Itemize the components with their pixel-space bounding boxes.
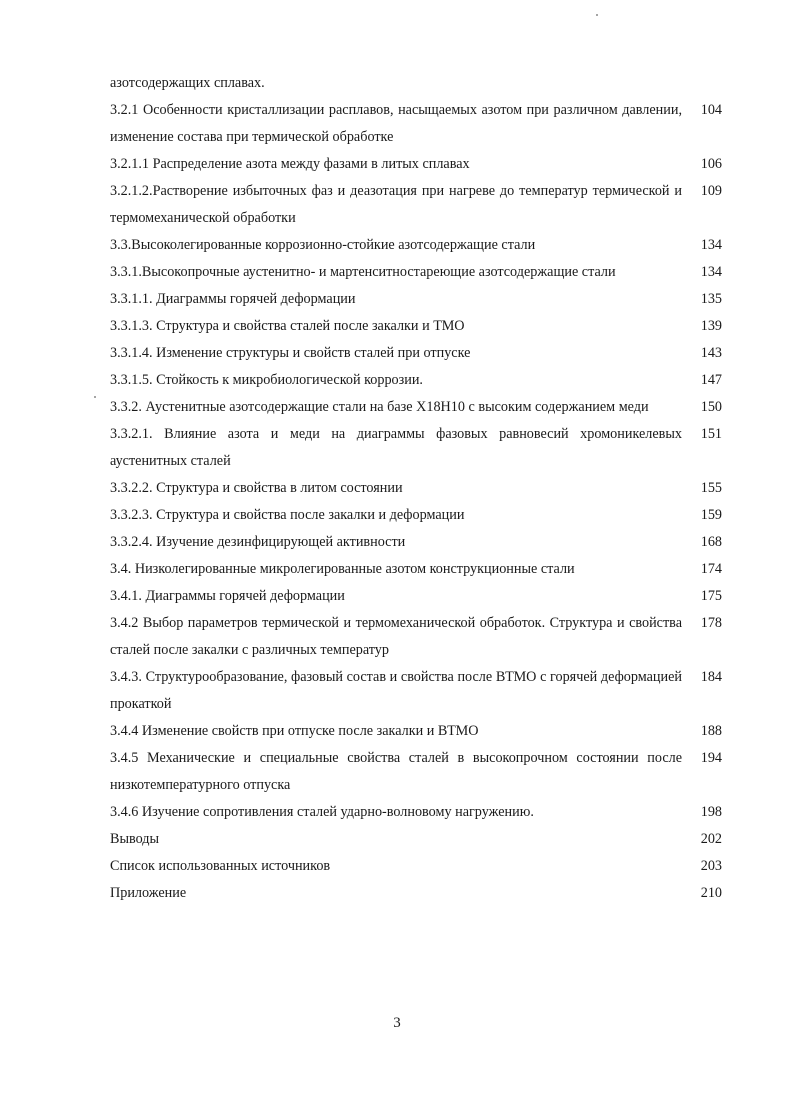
toc-entry-title: 3.3.Высоколегированные коррозионно-стойкие азотсодержащие стали: [110, 237, 536, 253]
toc-entry: [110, 421, 722, 475]
toc-entry-page: 104: [700, 102, 722, 118]
toc-entry-title: 3.2.1.2.Растворение избыточных фаз и деазотация при нагреве до температур термической и термомеханической обработки: [110, 183, 682, 226]
toc-entry-title: 3.3.1.1. Диаграммы горячей деформации: [110, 291, 356, 307]
toc-entry-title: 3.4.1. Диаграммы горячей деформации: [110, 588, 345, 604]
toc-entry: [110, 529, 722, 556]
toc-entry-title: 3.4. Низколегированные микролегированные азотом конструкционные стали: [110, 561, 575, 577]
toc-entry-page: 178: [700, 615, 722, 631]
toc-entry-title: 3.3.2.4. Изучение дезинфицирующей активности: [110, 534, 406, 550]
toc-entry-page: 134: [700, 237, 722, 253]
toc-entry: [110, 97, 722, 151]
toc-entry-page: 139: [700, 318, 722, 334]
toc-entry: [110, 799, 722, 826]
toc-entry: [110, 259, 722, 286]
toc-entry-page: 194: [700, 750, 722, 766]
toc-entry-page: 155: [700, 480, 722, 496]
toc-entry-page: 184: [700, 669, 722, 685]
toc-entry: [110, 475, 722, 502]
toc-entry: [110, 880, 722, 907]
toc-entry-title: Список использованных источников: [110, 858, 331, 874]
toc-entry-title: 3.2.1 Особенности кристаллизации расплавов, насыщаемых азотом при различном давлении, изменение состава при термической обработке: [110, 102, 682, 145]
toc-entry-page: 188: [700, 723, 722, 739]
toc-entry: [110, 745, 722, 799]
toc-entry-page: 175: [700, 588, 722, 604]
toc-entry-title: 3.3.1.5. Стойкость к микробиологической коррозии.: [110, 372, 423, 388]
toc-entry-page: 143: [700, 345, 722, 361]
toc-entry: [110, 178, 722, 232]
toc-entry: [110, 826, 722, 853]
toc-entry: [110, 556, 722, 583]
toc-entry: [110, 70, 722, 97]
page-number: 3: [393, 1015, 401, 1031]
toc-entry: [110, 394, 722, 421]
toc-entry-title: 3.3.1.Высокопрочные аустенитно- и мартенситностареющие азотсодержащие стали: [110, 264, 616, 280]
toc-entry: [110, 367, 722, 394]
toc-entry-page: 210: [700, 885, 722, 901]
toc-entry-page: 151: [700, 426, 722, 442]
toc-entry: [110, 340, 722, 367]
toc-entry-title: 3.4.2 Выбор параметров термической и термомеханической обработок. Структура и свойства сталей после закалки с различных температур: [110, 615, 682, 658]
toc-entry: [110, 286, 722, 313]
toc-entry-page: 109: [700, 183, 722, 199]
toc-entry-title: 3.4.3. Структурообразование, фазовый состав и свойства после ВТМО с горячей деформацией прокаткой: [110, 669, 682, 712]
toc-entry: [110, 610, 722, 664]
toc-entry-page: 168: [700, 534, 722, 550]
toc-entry-title: азотсодержащих сплавах.: [110, 75, 265, 91]
toc-entry-title: 3.4.4 Изменение свойств при отпуске после закалки и ВТМО: [110, 723, 479, 739]
table-of-contents: [110, 70, 722, 907]
toc-entry: [110, 853, 722, 880]
toc-entry-title: 3.3.2. Аустенитные азотсодержащие стали на базе Х18Н10 с высоким содержанием меди: [110, 399, 649, 415]
toc-entry-page: 203: [700, 858, 722, 874]
toc-entry-title: Приложение: [110, 885, 187, 901]
toc-entry-page: 198: [700, 804, 722, 820]
toc-entry-title: Выводы: [110, 831, 160, 847]
toc-entry: [110, 718, 722, 745]
toc-entry: [110, 313, 722, 340]
scan-speck: [596, 14, 598, 16]
toc-entry-title: 3.4.6 Изучение сопротивления сталей ударно-волновому нагружению.: [110, 804, 534, 820]
toc-entry-page: 147: [700, 372, 722, 388]
toc-entry-title: 3.4.5 Механические и специальные свойства сталей в высокопрочном состоянии после низкотемпературного отпуска: [110, 750, 682, 793]
toc-entry: [110, 664, 722, 718]
toc-entry-page: 150: [700, 399, 722, 415]
toc-entry: [110, 151, 722, 178]
toc-entry: [110, 502, 722, 529]
toc-entry: [110, 232, 722, 259]
toc-entry-page: 134: [700, 264, 722, 280]
toc-entry-title: 3.3.2.3. Структура и свойства после закалки и деформации: [110, 507, 465, 523]
toc-entry-page: 174: [700, 561, 722, 577]
scan-speck: [94, 396, 96, 398]
toc-entry-title: 3.3.1.3. Структура и свойства сталей после закалки и ТМО: [110, 318, 465, 334]
toc-entry-title: 3.2.1.1 Распределение азота между фазами в литых сплавах: [110, 156, 470, 172]
toc-entry-title: 3.3.1.4. Изменение структуры и свойств сталей при отпуске: [110, 345, 471, 361]
toc-entry-page: 106: [700, 156, 722, 172]
toc-entry-page: 135: [700, 291, 722, 307]
toc-entry-page: 202: [700, 831, 722, 847]
toc-entry-title: 3.3.2.2. Структура и свойства в литом состоянии: [110, 480, 403, 496]
toc-entry-page: 159: [700, 507, 722, 523]
toc-entry-title: 3.3.2.1. Влияние азота и меди на диаграммы фазовых равновесий хромоникелевых аустенитных сталей: [110, 426, 682, 469]
toc-entry: [110, 583, 722, 610]
